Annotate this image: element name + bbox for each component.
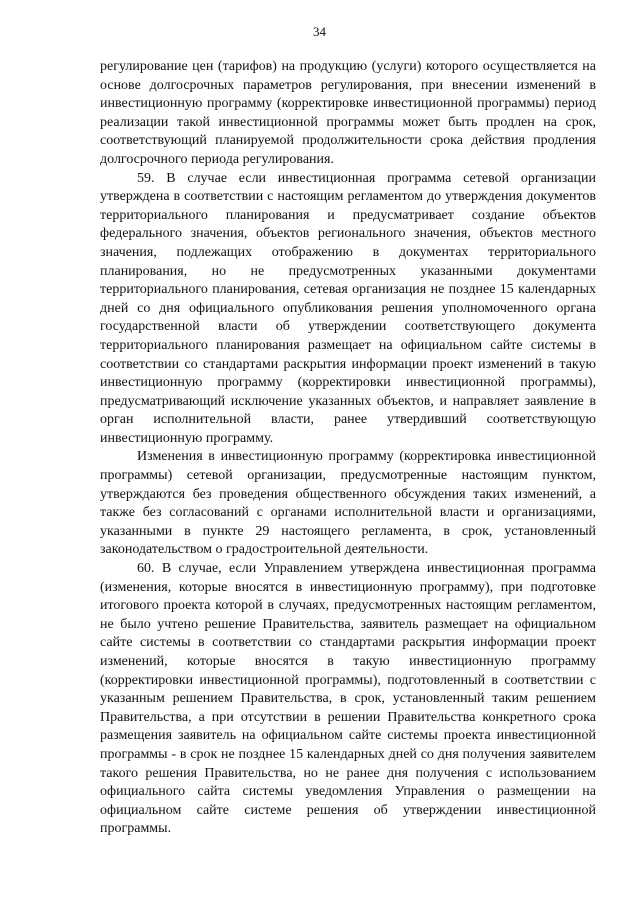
document-body (100, 58, 596, 839)
paragraph-clause-59: 59. В случае если инвестиционная программа сетевой организации утверждена в соответствии с настоящим регламентом до утверждения документов территориального планирования и предусматривает создание объектов федерального значения, объектов регионального значения, объектов местного значения, подлежащих отображению в документах территориального планирования, но не предусмотренных указанными документами территориального планирования, сетевая организация не позднее 15 календарных дней со дня официального опубликования решения уполномоченного органа государственной власти об утверждении соответствующего документа территориального планирования размещает на официальном сайте системы в соответствии со стандартами раскрытия информации проект изменений в такую инвестиционную программу (корректировки инвестиционной программы), предусматривающий исключение указанных объектов, и направляет заявление в орган исполнительной власти, ранее утвердивший соответствующую инвестиционную программу. (100, 170, 596, 446)
page-number: 34 (313, 24, 326, 39)
paragraph-clause-60: 60. В случае, если Управлением утверждена инвестиционная программа (изменения, которые вносятся в инвестиционную программу), при подготовке итогового проекта которой в случаях, предусмотренных настоящим регламентом, не было учтено решение Правительства, заявитель размещает на официальном сайте системы в соответствии со стандартами раскрытия информации проект изменений, которые вносятся в такую инвестиционную программу (корректировки инвестиционной программы), подготовленный в соответствии с указанным решением Правительства, в срок, установленный таким решением Правительства, а при отсутствии в решении Правительства конкретного срока размещения заявитель на официальном сайте системы проекта инвестиционной программы - в срок не позднее 15 календарных дней со дня получения заявителем такого решения Правительства, но не ранее дня получения с использованием официального сайта системы уведомления Управления о размещении на официальном сайте системе решения об утверждении инвестиционной программы. (100, 561, 596, 837)
paragraph-clause-59-changes: Изменения в инвестиционную программу (корректировка инвестиционной программы) сетевой организации, предусмотренные настоящим пунктом, утверждаются без проведения общественного обсуждения таких изменений, а также без согласований с органами исполнительной власти и организациями, указанными в пункте 29 настоящего регламента, в срок, установленный законодательством о градостроительной деятельности. (100, 449, 596, 558)
paragraph-continuation: регулирование цен (тарифов) на продукцию (услуги) которого осуществляется на основе долгосрочных параметров регулирования, при внесении изменений в инвестиционную программу (корректировке инвестиционной программы) период реализации такой инвестиционной программы может быть продлен на срок, соответствующий планируемой продолжительности срока действия продления долгосрочного периода регулирования. (100, 59, 596, 167)
